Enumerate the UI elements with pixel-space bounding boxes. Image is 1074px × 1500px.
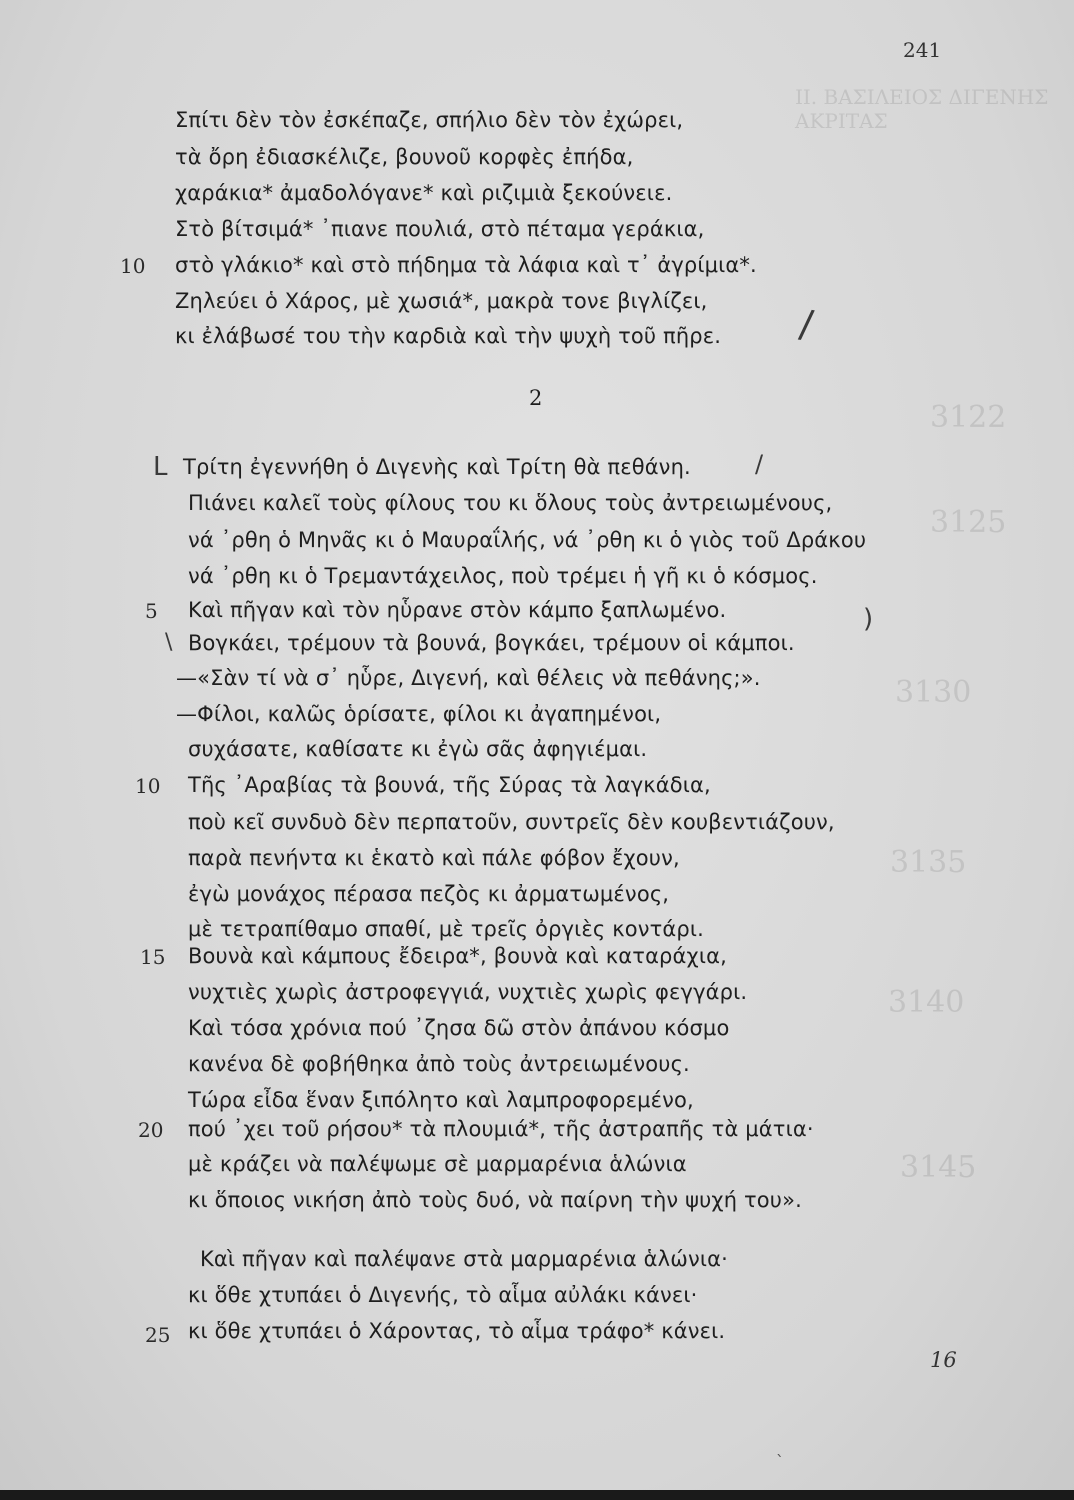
pencil-slash-mark: / [797, 301, 816, 347]
bleed-through-number: 3145 [900, 1150, 977, 1185]
line-number: 15 [140, 945, 166, 969]
bleed-through-number: 3122 [930, 400, 1007, 435]
verse-line: Σπίτι δὲν τὸν ἐσκέπαζε, σπήλιο δὲν τὸν ἐχώρει, [175, 108, 684, 132]
verse-line: νυχτιὲς χωρὶς ἀστροφεγγιά, νυχτιὲς χωρὶς φεγγάρι. [188, 980, 748, 1004]
pencil-bracket-mark: L [153, 452, 168, 482]
verse-line: ποὺ κεῖ συνδυὸ δὲν περπατοῦν, συντρεῖς δὲν κουβεντιάζουν, [188, 810, 835, 834]
line-number: 20 [138, 1118, 164, 1142]
verse-line: νά ᾽ρθη ὁ Μηνᾶς κι ὁ Μαυραΐλής, νά ᾽ρθη κι ὁ γιὸς τοῦ Δράκου [188, 528, 867, 552]
verse-line: χαράκια* ἀμαδολόγανε* καὶ ριζιμιὰ ξεκούνειε. [175, 181, 673, 205]
verse-line: Βουνὰ καὶ κάμπους ἔδειρα*, βουνὰ καὶ καταράχια, [188, 944, 727, 968]
verse-line: —Φίλοι, καλῶς ὁρίσατε, φίλοι κι ἀγαπημένοι, [176, 702, 662, 726]
verse-line: μὲ τετραπίθαμο σπαθί, μὲ τρεῖς ὀργιὲς κοντάρι. [188, 917, 704, 941]
verse-line: κι ὅθε χτυπάει ὁ Χάροντας, τὸ αἷμα τράφο* κάνει. [188, 1319, 726, 1343]
verse-line: —«Σὰν τί νὰ σ᾽ ηὗρε, Διγενή, καὶ θέλεις νὰ πεθάνης;». [176, 666, 761, 690]
bleed-through-number: 3140 [888, 985, 965, 1020]
verse-line: Βογκάει, τρέμουν τὰ βουνά, βογκάει, τρέμουν οἱ κάμποι. [188, 631, 795, 655]
verse-line: παρὰ πενήντα κι ἑκατὸ καὶ πάλε φόβον ἔχουν, [188, 846, 680, 870]
verse-line: Τρίτη ἐγεννήθη ὁ Διγενὴς καὶ Τρίτη θὰ πεθάνη. [183, 455, 691, 479]
bleed-through-number: 3125 [930, 505, 1007, 540]
line-number: 25 [145, 1323, 171, 1347]
page-number: 241 [903, 38, 942, 62]
line-number: 10 [120, 254, 146, 278]
verse-line: Στὸ βίτσιμά* ᾽πιανε πουλιά, στὸ πέταμα γεράκια, [175, 217, 705, 241]
section-number: 2 [529, 386, 543, 410]
verse-line: νά ᾽ρθη κι ὁ Τρεμαντάχειλος, ποὺ τρέμει ἡ γῆ κι ὁ κόσμος. [188, 564, 818, 588]
signature-number: 16 [930, 1348, 957, 1372]
pencil-tick-mark: / [755, 450, 764, 478]
scan-edge [0, 1490, 1074, 1500]
verse-line: Τώρα εἶδα ἕναν ξιπόλητο καὶ λαμπροφορεμένο, [188, 1088, 694, 1112]
verse-line: μὲ κράζει νὰ παλέψωμε σὲ μαρμαρένια ἁλώνια [188, 1152, 687, 1176]
verse-line: κι ὅποιος νικήση ἀπὸ τοὺς δυό, νὰ παίρνη τὴν ψυχή του». [188, 1188, 802, 1212]
verse-line: Ζηλεύει ὁ Χάρος, μὲ χωσιά*, μακρὰ τονε βιγλίζει, [175, 289, 708, 313]
verse-line: κι ὅθε χτυπάει ὁ Διγενής, τὸ αἷμα αὐλάκι κάνει· [188, 1283, 698, 1307]
bleed-through-number: 3130 [895, 675, 972, 710]
verse-line: Καὶ πῆγαν καὶ τὸν ηὗρανε στὸν κάμπο ξαπλωμένο. [188, 598, 727, 622]
verse-line: τὰ ὄρη ἐδιασκέλιζε, βουνοῦ κορφὲς ἐπήδα, [175, 145, 634, 169]
verse-line: συχάσατε, καθίσατε κι ἐγὼ σᾶς ἀφηγιέμαι. [188, 737, 648, 761]
pencil-bracket-mark: \ [165, 630, 173, 655]
bleed-through-number: 3135 [890, 845, 967, 880]
pencil-bracket-mark: ) [863, 604, 874, 634]
verse-line: κι ἐλάβωσέ του τὴν καρδιὰ καὶ τὴν ψυχὴ τοῦ πῆρε. [175, 324, 722, 348]
verse-line: Τῆς ᾽Αραβίας τὰ βουνά, τῆς Σύρας τὰ λαγκάδια, [188, 773, 711, 797]
verse-line: κανένα δὲ φοβήθηκα ἀπὸ τοὺς ἀντρειωμένους. [188, 1052, 690, 1076]
speck-mark: ` [776, 1452, 784, 1471]
verse-line: ἐγὼ μονάχος πέρασα πεζὸς κι ἀρματωμένος, [188, 882, 670, 906]
line-number: 5 [145, 599, 158, 623]
verse-line: Καὶ πῆγαν καὶ παλέψανε στὰ μαρμαρένια ἁλώνια· [200, 1247, 728, 1271]
verse-line: πού ᾽χει τοῦ ρήσου* τὰ πλουμιά*, τῆς ἀστραπῆς τὰ μάτια· [188, 1117, 814, 1141]
line-number: 10 [135, 774, 161, 798]
verse-line: Καὶ τόσα χρόνια πού ᾽ζησα δῶ στὸν ἀπάνου κόσμο [188, 1016, 730, 1040]
bleed-through-text: II. ΒΑΣΙΛΕΙΟΣ ΔΙΓΕΝΗΣ ΑΚΡΙΤΑΣ [795, 85, 1049, 133]
verse-line: Πιάνει καλεῖ τοὺς φίλους του κι ὅλους τοὺς ἀντρειωμένους, [188, 491, 833, 515]
verse-line: στὸ γλάκιο* καὶ στὸ πήδημα τὰ λάφια καὶ τ᾽ ἀγρίμια*. [175, 253, 757, 277]
